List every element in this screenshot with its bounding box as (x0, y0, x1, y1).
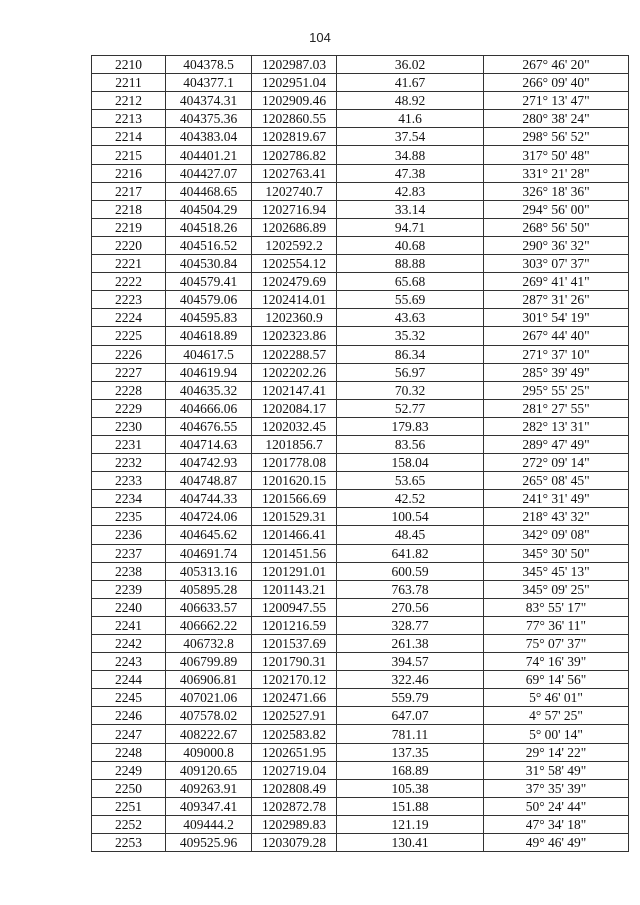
table-row (92, 164, 629, 182)
bearing-cell: 317° 50' 48" (484, 146, 629, 164)
table-row (92, 616, 629, 634)
distance-cell: 261.38 (337, 635, 484, 653)
point-number-cell: 2231 (92, 435, 166, 453)
y-coordinate-cell: 1202527.91 (252, 707, 337, 725)
point-number-cell: 2210 (92, 56, 166, 74)
table-row (92, 417, 629, 435)
x-coordinate-cell: 404378.5 (166, 56, 252, 74)
x-coordinate-cell: 407578.02 (166, 707, 252, 725)
point-number-cell: 2241 (92, 616, 166, 634)
y-coordinate-cell: 1202479.69 (252, 273, 337, 291)
x-coordinate-cell: 404375.36 (166, 110, 252, 128)
table-row (92, 743, 629, 761)
y-coordinate-cell: 1202147.41 (252, 381, 337, 399)
distance-cell: 394.57 (337, 653, 484, 671)
bearing-cell: 49° 46' 49" (484, 834, 629, 852)
y-coordinate-cell: 1202719.04 (252, 761, 337, 779)
table-row (92, 834, 629, 852)
table-row (92, 309, 629, 327)
y-coordinate-cell: 1202032.45 (252, 417, 337, 435)
distance-cell: 151.88 (337, 797, 484, 815)
x-coordinate-cell: 407021.06 (166, 689, 252, 707)
point-number-cell: 2218 (92, 200, 166, 218)
table-row (92, 761, 629, 779)
y-coordinate-cell: 1201566.69 (252, 490, 337, 508)
x-coordinate-cell: 406633.57 (166, 598, 252, 616)
bearing-cell: 265° 08' 45" (484, 472, 629, 490)
point-number-cell: 2212 (92, 92, 166, 110)
table-row (92, 544, 629, 562)
point-number-cell: 2242 (92, 635, 166, 653)
y-coordinate-cell: 1201216.59 (252, 616, 337, 634)
y-coordinate-cell: 1201537.69 (252, 635, 337, 653)
distance-cell: 179.83 (337, 417, 484, 435)
x-coordinate-cell: 405313.16 (166, 562, 252, 580)
distance-cell: 121.19 (337, 815, 484, 833)
y-coordinate-cell: 1202786.82 (252, 146, 337, 164)
y-coordinate-cell: 1201778.08 (252, 454, 337, 472)
table-row (92, 725, 629, 743)
distance-cell: 158.04 (337, 454, 484, 472)
bearing-cell: 77° 36' 11" (484, 616, 629, 634)
point-number-cell: 2216 (92, 164, 166, 182)
bearing-cell: 345° 09' 25" (484, 580, 629, 598)
coordinates-table-body (92, 56, 629, 852)
distance-cell: 47.38 (337, 164, 484, 182)
bearing-cell: 5° 46' 01" (484, 689, 629, 707)
distance-cell: 42.52 (337, 490, 484, 508)
table-row (92, 526, 629, 544)
bearing-cell: 268° 56' 50" (484, 218, 629, 236)
x-coordinate-cell: 404579.41 (166, 273, 252, 291)
table-row (92, 689, 629, 707)
point-number-cell: 2235 (92, 508, 166, 526)
point-number-cell: 2252 (92, 815, 166, 833)
point-number-cell: 2223 (92, 291, 166, 309)
table-row (92, 182, 629, 200)
y-coordinate-cell: 1202554.12 (252, 255, 337, 273)
x-coordinate-cell: 404744.33 (166, 490, 252, 508)
point-number-cell: 2249 (92, 761, 166, 779)
bearing-cell: 295° 55' 25" (484, 381, 629, 399)
x-coordinate-cell: 404645.62 (166, 526, 252, 544)
x-coordinate-cell: 404691.74 (166, 544, 252, 562)
point-number-cell: 2213 (92, 110, 166, 128)
y-coordinate-cell: 1201143.21 (252, 580, 337, 598)
bearing-cell: 29° 14' 22" (484, 743, 629, 761)
y-coordinate-cell: 1202323.86 (252, 327, 337, 345)
distance-cell: 41.6 (337, 110, 484, 128)
bearing-cell: 272° 09' 14" (484, 454, 629, 472)
x-coordinate-cell: 406906.81 (166, 671, 252, 689)
y-coordinate-cell: 1202819.67 (252, 128, 337, 146)
bearing-cell: 298° 56' 52" (484, 128, 629, 146)
distance-cell: 86.34 (337, 345, 484, 363)
distance-cell: 41.67 (337, 74, 484, 92)
x-coordinate-cell: 409263.91 (166, 779, 252, 797)
y-coordinate-cell: 1202202.26 (252, 363, 337, 381)
x-coordinate-cell: 404619.94 (166, 363, 252, 381)
bearing-cell: 285° 39' 49" (484, 363, 629, 381)
table-row (92, 653, 629, 671)
x-coordinate-cell: 404401.21 (166, 146, 252, 164)
x-coordinate-cell: 409000.8 (166, 743, 252, 761)
point-number-cell: 2245 (92, 689, 166, 707)
point-number-cell: 2244 (92, 671, 166, 689)
y-coordinate-cell: 1202909.46 (252, 92, 337, 110)
page-number: 104 (309, 30, 331, 45)
table-row (92, 399, 629, 417)
distance-cell: 52.77 (337, 399, 484, 417)
y-coordinate-cell: 1202651.95 (252, 743, 337, 761)
table-row (92, 815, 629, 833)
table-row (92, 74, 629, 92)
table-row (92, 472, 629, 490)
point-number-cell: 2215 (92, 146, 166, 164)
x-coordinate-cell: 409347.41 (166, 797, 252, 815)
bearing-cell: 345° 30' 50" (484, 544, 629, 562)
x-coordinate-cell: 404617.5 (166, 345, 252, 363)
distance-cell: 88.88 (337, 255, 484, 273)
point-number-cell: 2228 (92, 381, 166, 399)
bearing-cell: 271° 13' 47" (484, 92, 629, 110)
bearing-cell: 31° 58' 49" (484, 761, 629, 779)
table-row (92, 454, 629, 472)
table-row (92, 490, 629, 508)
point-number-cell: 2221 (92, 255, 166, 273)
point-number-cell: 2219 (92, 218, 166, 236)
y-coordinate-cell: 1202592.2 (252, 236, 337, 254)
x-coordinate-cell: 404377.1 (166, 74, 252, 92)
y-coordinate-cell: 1201856.7 (252, 435, 337, 453)
x-coordinate-cell: 404383.04 (166, 128, 252, 146)
point-number-cell: 2239 (92, 580, 166, 598)
distance-cell: 33.14 (337, 200, 484, 218)
bearing-cell: 294° 56' 00" (484, 200, 629, 218)
bearing-cell: 281° 27' 55" (484, 399, 629, 417)
distance-cell: 105.38 (337, 779, 484, 797)
bearing-cell: 342° 09' 08" (484, 526, 629, 544)
table-row (92, 146, 629, 164)
distance-cell: 42.83 (337, 182, 484, 200)
table-row (92, 218, 629, 236)
coordinates-table (91, 55, 629, 852)
distance-cell: 130.41 (337, 834, 484, 852)
point-number-cell: 2211 (92, 74, 166, 92)
bearing-cell: 241° 31' 49" (484, 490, 629, 508)
y-coordinate-cell: 1202360.9 (252, 309, 337, 327)
point-number-cell: 2246 (92, 707, 166, 725)
x-coordinate-cell: 409120.65 (166, 761, 252, 779)
distance-cell: 83.56 (337, 435, 484, 453)
distance-cell: 53.65 (337, 472, 484, 490)
bearing-cell: 75° 07' 37" (484, 635, 629, 653)
y-coordinate-cell: 1202740.7 (252, 182, 337, 200)
point-number-cell: 2238 (92, 562, 166, 580)
y-coordinate-cell: 1202288.57 (252, 345, 337, 363)
distance-cell: 168.89 (337, 761, 484, 779)
x-coordinate-cell: 404748.87 (166, 472, 252, 490)
y-coordinate-cell: 1200947.55 (252, 598, 337, 616)
table-row (92, 707, 629, 725)
x-coordinate-cell: 409444.2 (166, 815, 252, 833)
x-coordinate-cell: 404742.93 (166, 454, 252, 472)
table-row (92, 273, 629, 291)
bearing-cell: 280° 38' 24" (484, 110, 629, 128)
x-coordinate-cell: 409525.96 (166, 834, 252, 852)
y-coordinate-cell: 1202084.17 (252, 399, 337, 417)
y-coordinate-cell: 1202471.66 (252, 689, 337, 707)
distance-cell: 600.59 (337, 562, 484, 580)
distance-cell: 781.11 (337, 725, 484, 743)
distance-cell: 40.68 (337, 236, 484, 254)
x-coordinate-cell: 408222.67 (166, 725, 252, 743)
point-number-cell: 2250 (92, 779, 166, 797)
x-coordinate-cell: 404518.26 (166, 218, 252, 236)
table-row (92, 255, 629, 273)
x-coordinate-cell: 405895.28 (166, 580, 252, 598)
y-coordinate-cell: 1202872.78 (252, 797, 337, 815)
y-coordinate-cell: 1202860.55 (252, 110, 337, 128)
bearing-cell: 282° 13' 31" (484, 417, 629, 435)
distance-cell: 328.77 (337, 616, 484, 634)
distance-cell: 647.07 (337, 707, 484, 725)
distance-cell: 35.32 (337, 327, 484, 345)
point-number-cell: 2233 (92, 472, 166, 490)
x-coordinate-cell: 404676.55 (166, 417, 252, 435)
table-row (92, 345, 629, 363)
x-coordinate-cell: 404635.32 (166, 381, 252, 399)
y-coordinate-cell: 1201790.31 (252, 653, 337, 671)
y-coordinate-cell: 1201291.01 (252, 562, 337, 580)
distance-cell: 322.46 (337, 671, 484, 689)
x-coordinate-cell: 406732.8 (166, 635, 252, 653)
point-number-cell: 2251 (92, 797, 166, 815)
x-coordinate-cell: 406799.89 (166, 653, 252, 671)
point-number-cell: 2248 (92, 743, 166, 761)
table-row (92, 363, 629, 381)
x-coordinate-cell: 404530.84 (166, 255, 252, 273)
distance-cell: 270.56 (337, 598, 484, 616)
table-row (92, 779, 629, 797)
point-number-cell: 2226 (92, 345, 166, 363)
x-coordinate-cell: 404516.52 (166, 236, 252, 254)
point-number-cell: 2225 (92, 327, 166, 345)
bearing-cell: 345° 45' 13" (484, 562, 629, 580)
bearing-cell: 301° 54' 19" (484, 309, 629, 327)
x-coordinate-cell: 404504.29 (166, 200, 252, 218)
y-coordinate-cell: 1202583.82 (252, 725, 337, 743)
distance-cell: 70.32 (337, 381, 484, 399)
bearing-cell: 267° 46' 20" (484, 56, 629, 74)
x-coordinate-cell: 404618.89 (166, 327, 252, 345)
point-number-cell: 2222 (92, 273, 166, 291)
bearing-cell: 287° 31' 26" (484, 291, 629, 309)
distance-cell: 94.71 (337, 218, 484, 236)
y-coordinate-cell: 1201451.56 (252, 544, 337, 562)
distance-cell: 100.54 (337, 508, 484, 526)
bearing-cell: 331° 21' 28" (484, 164, 629, 182)
table-row (92, 291, 629, 309)
point-number-cell: 2253 (92, 834, 166, 852)
point-number-cell: 2224 (92, 309, 166, 327)
y-coordinate-cell: 1202716.94 (252, 200, 337, 218)
point-number-cell: 2214 (92, 128, 166, 146)
x-coordinate-cell: 404374.31 (166, 92, 252, 110)
point-number-cell: 2227 (92, 363, 166, 381)
y-coordinate-cell: 1202763.41 (252, 164, 337, 182)
distance-cell: 641.82 (337, 544, 484, 562)
bearing-cell: 218° 43' 32" (484, 508, 629, 526)
x-coordinate-cell: 406662.22 (166, 616, 252, 634)
x-coordinate-cell: 404714.63 (166, 435, 252, 453)
y-coordinate-cell: 1202989.83 (252, 815, 337, 833)
table-row (92, 236, 629, 254)
point-number-cell: 2230 (92, 417, 166, 435)
bearing-cell: 5° 00' 14" (484, 725, 629, 743)
bearing-cell: 83° 55' 17" (484, 598, 629, 616)
distance-cell: 34.88 (337, 146, 484, 164)
x-coordinate-cell: 404595.83 (166, 309, 252, 327)
table-row (92, 56, 629, 74)
y-coordinate-cell: 1201466.41 (252, 526, 337, 544)
y-coordinate-cell: 1202170.12 (252, 671, 337, 689)
y-coordinate-cell: 1203079.28 (252, 834, 337, 852)
distance-cell: 559.79 (337, 689, 484, 707)
x-coordinate-cell: 404666.06 (166, 399, 252, 417)
point-number-cell: 2240 (92, 598, 166, 616)
x-coordinate-cell: 404579.06 (166, 291, 252, 309)
table-row (92, 598, 629, 616)
table-row (92, 508, 629, 526)
y-coordinate-cell: 1202951.04 (252, 74, 337, 92)
x-coordinate-cell: 404724.06 (166, 508, 252, 526)
table-row (92, 327, 629, 345)
distance-cell: 65.68 (337, 273, 484, 291)
y-coordinate-cell: 1202808.49 (252, 779, 337, 797)
bearing-cell: 289° 47' 49" (484, 435, 629, 453)
bearing-cell: 50° 24' 44" (484, 797, 629, 815)
point-number-cell: 2243 (92, 653, 166, 671)
bearing-cell: 326° 18' 36" (484, 182, 629, 200)
distance-cell: 43.63 (337, 309, 484, 327)
table-row (92, 92, 629, 110)
bearing-cell: 269° 41' 41" (484, 273, 629, 291)
table-row (92, 797, 629, 815)
x-coordinate-cell: 404468.65 (166, 182, 252, 200)
table-row (92, 435, 629, 453)
y-coordinate-cell: 1201620.15 (252, 472, 337, 490)
x-coordinate-cell: 404427.07 (166, 164, 252, 182)
point-number-cell: 2234 (92, 490, 166, 508)
distance-cell: 48.45 (337, 526, 484, 544)
y-coordinate-cell: 1202414.01 (252, 291, 337, 309)
point-number-cell: 2217 (92, 182, 166, 200)
table-row (92, 128, 629, 146)
table-row (92, 562, 629, 580)
distance-cell: 56.97 (337, 363, 484, 381)
table-row (92, 200, 629, 218)
bearing-cell: 37° 35' 39" (484, 779, 629, 797)
bearing-cell: 290° 36' 32" (484, 236, 629, 254)
bearing-cell: 271° 37' 10" (484, 345, 629, 363)
point-number-cell: 2229 (92, 399, 166, 417)
point-number-cell: 2232 (92, 454, 166, 472)
table-row (92, 381, 629, 399)
bearing-cell: 4° 57' 25" (484, 707, 629, 725)
bearing-cell: 266° 09' 40" (484, 74, 629, 92)
point-number-cell: 2236 (92, 526, 166, 544)
distance-cell: 36.02 (337, 56, 484, 74)
y-coordinate-cell: 1202686.89 (252, 218, 337, 236)
bearing-cell: 267° 44' 40" (484, 327, 629, 345)
table-row (92, 110, 629, 128)
bearing-cell: 47° 34' 18" (484, 815, 629, 833)
distance-cell: 137.35 (337, 743, 484, 761)
point-number-cell: 2247 (92, 725, 166, 743)
distance-cell: 48.92 (337, 92, 484, 110)
distance-cell: 763.78 (337, 580, 484, 598)
distance-cell: 55.69 (337, 291, 484, 309)
y-coordinate-cell: 1202987.03 (252, 56, 337, 74)
table-row (92, 635, 629, 653)
point-number-cell: 2237 (92, 544, 166, 562)
bearing-cell: 74° 16' 39" (484, 653, 629, 671)
y-coordinate-cell: 1201529.31 (252, 508, 337, 526)
bearing-cell: 303° 07' 37" (484, 255, 629, 273)
bearing-cell: 69° 14' 56" (484, 671, 629, 689)
table-row (92, 671, 629, 689)
table-row (92, 580, 629, 598)
point-number-cell: 2220 (92, 236, 166, 254)
distance-cell: 37.54 (337, 128, 484, 146)
